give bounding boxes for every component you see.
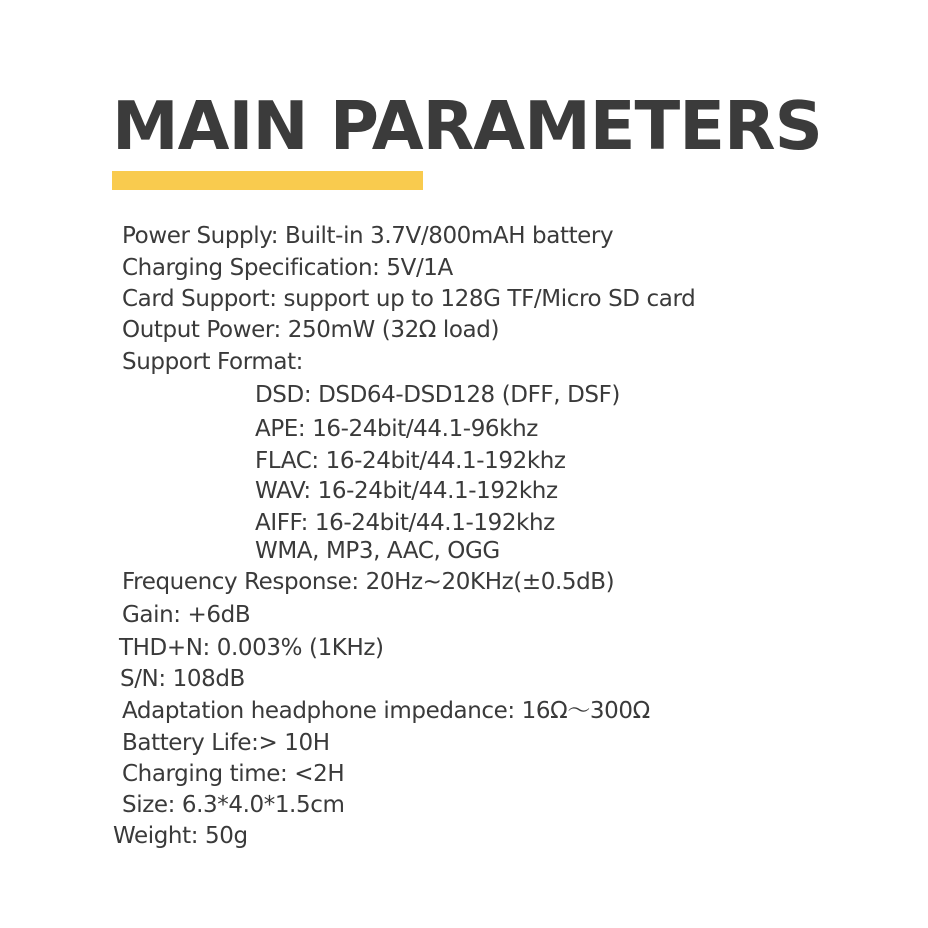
- param-weight: Weight: 50g: [113, 823, 248, 849]
- format-others: WMA, MP3, AAC, OGG: [255, 538, 500, 564]
- param-support-format: Support Format:: [122, 349, 304, 375]
- param-impedance: Adaptation headphone impedance: 16Ω～300Ω: [122, 698, 650, 724]
- param-output-power: Output Power: 250mW (32Ω load): [122, 317, 500, 343]
- param-size: Size: 6.3*4.0*1.5cm: [122, 792, 345, 818]
- param-thd: THD+N: 0.003% (1KHz): [119, 635, 384, 661]
- format-wav: WAV: 16-24bit/44.1-192khz: [255, 478, 558, 504]
- param-battery-life: Battery Life:> 10H: [122, 730, 330, 756]
- param-gain: Gain: +6dB: [122, 602, 251, 628]
- format-ape: APE: 16-24bit/44.1-96khz: [255, 416, 538, 442]
- param-power-supply: Power Supply: Built-in 3.7V/800mAH battery: [122, 223, 614, 249]
- format-dsd: DSD: DSD64-DSD128 (DFF, DSF): [255, 382, 620, 408]
- param-charging-spec: Charging Specification: 5V/1A: [122, 255, 453, 281]
- param-sn: S/N: 108dB: [120, 666, 245, 692]
- format-flac: FLAC: 16-24bit/44.1-192khz: [255, 448, 566, 474]
- format-aiff: AIFF: 16-24bit/44.1-192khz: [255, 510, 555, 536]
- page-title: MAIN PARAMETERS: [112, 87, 822, 165]
- title-underline-bar: [112, 171, 423, 190]
- param-frequency-response: Frequency Response: 20Hz~20KHz(±0.5dB): [122, 569, 615, 595]
- param-card-support: Card Support: support up to 128G TF/Micro SD card: [122, 286, 696, 312]
- param-charging-time: Charging time: <2H: [122, 761, 345, 787]
